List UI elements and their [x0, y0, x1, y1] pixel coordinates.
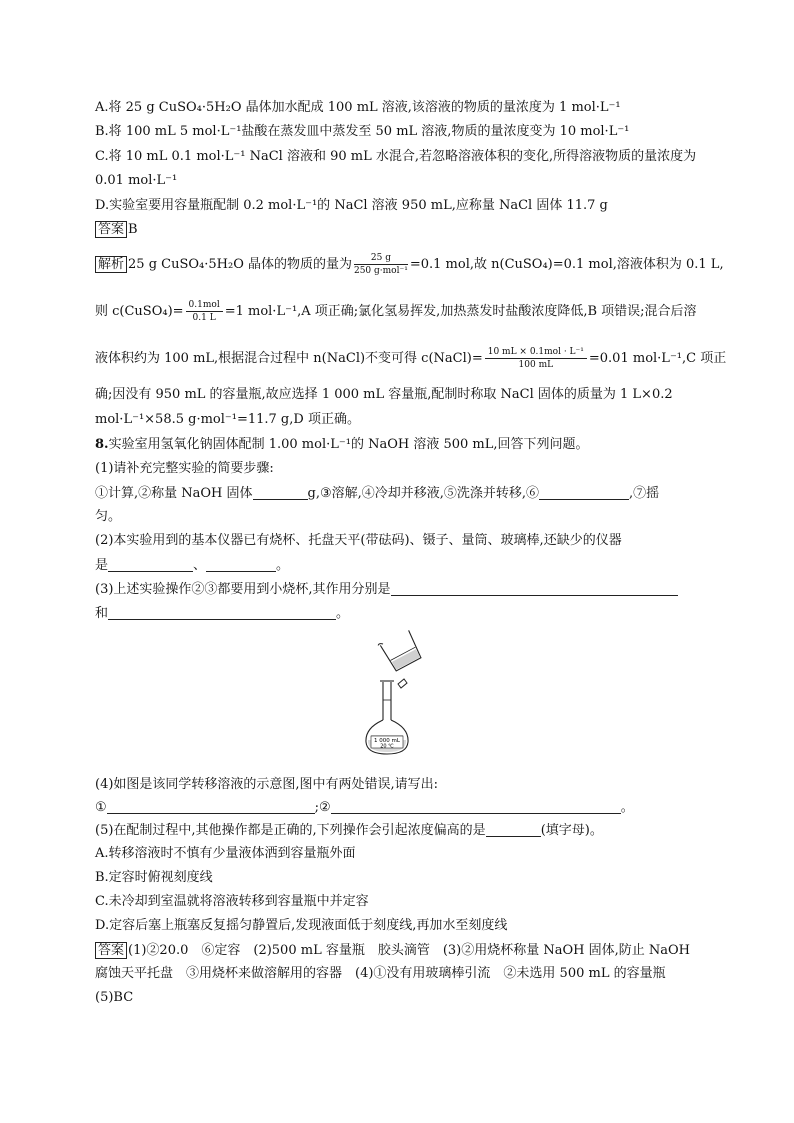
q8-part5: (5)在配制过程中,其他操作都是正确的,下列操作会引起浓度偏高的是 (填字母)。 [95, 823, 603, 838]
analysis-line5: mol·L⁻¹×58.5 g·mol⁻¹=11.7 g,D 项正确。 [95, 412, 360, 427]
analysis-line4: 确;因没有 950 mL 的容量瓶,故应选择 1 000 mL 容量瓶,配制时称取 NaCl 固体的质量为 1 L×0.2 [95, 387, 673, 402]
stopper-icon [398, 679, 407, 688]
q8-part2-blanks: 是 、 。 [95, 558, 290, 573]
blank-mass[interactable] [253, 485, 308, 500]
answer-2-line3: (5)BC [95, 990, 134, 1005]
option-b: B.将 100 mL 5 mol·L⁻¹盐酸在蒸发皿中蒸发至 50 mL 溶液,物质的量浓度变为 10 mol·L⁻¹ [95, 124, 630, 139]
answer-tag: 答案 [95, 221, 127, 238]
q8-part1-end: 匀。 [95, 509, 122, 524]
q8-option-c: C.未冷却到室温就将溶液转移到容量瓶中并定容 [95, 894, 369, 909]
flask-volume-label: 1 000 mL [374, 738, 400, 744]
transfer-diagram [362, 630, 432, 760]
blank-purpose2[interactable] [108, 605, 336, 620]
blank-instrument2[interactable] [206, 557, 276, 572]
option-a: A.将 25 g CuSO₄·5H₂O 晶体加水配成 100 mL 溶液,该溶液的物质的量浓度为 1 mol·L⁻¹ [95, 100, 621, 115]
q8-option-a: A.转移溶液时不慎有少量液体洒到容量瓶外面 [95, 846, 356, 861]
fraction-conc: $\frac{\text{0.1mol}}{0.1 L}$ [186, 300, 223, 323]
blank-step6[interactable] [539, 485, 629, 500]
blank-error2[interactable] [331, 799, 621, 814]
q8-part1-steps: ①计算,②称量 NaOH 固体 g,③溶解,④冷却并移液,⑤洗涤并转移,⑥ ,⑦摇 [95, 486, 660, 501]
blank-purpose1[interactable] [391, 581, 678, 596]
analysis-tag: 解析 [95, 256, 127, 273]
answer-2-line2: 腐蚀天平托盘 ③用烧杯来做溶解用的容器 (4)①没有用玻璃棒引流 ②未选用 500 mL 的容量瓶 [95, 966, 666, 981]
answer-2-line1: 答案 (1)②20.0 ⑥定容 (2)500 mL 容量瓶 胶头滴管 (3)②用烧杯称量 NaOH 固体,防止 NaOH [95, 942, 690, 959]
question-number: 8. [95, 437, 109, 452]
blank-error1[interactable] [107, 799, 315, 814]
option-c-line1: C.将 10 mL 0.1 mol·L⁻¹ NaCl 溶液和 90 mL 水混合,若忽略溶液体积的变化,所得溶液物质的量浓度为 [95, 149, 697, 164]
blank-instrument1[interactable] [108, 557, 193, 572]
answer-1 [95, 221, 138, 238]
q8-part3: (3)上述实验操作②③都要用到小烧杯,其作用分别是 [95, 581, 678, 598]
q8-part1: (1)请补充完整实验的简要步骤: [95, 461, 274, 476]
flask-temp-label: 20 ℃ [380, 743, 394, 750]
flask-figure [362, 630, 432, 760]
analysis-line2: 则 c(CuSO₄)= $\frac{\text{0.1mol}}{0.1 L}$ =1 mol·L⁻¹,A 项正确;氯化氢易挥发,加热蒸发时盐酸浓度降低,B 项错误;混合后溶 [95, 300, 697, 323]
analysis-line3: 液体积约为 100 mL,根据混合过程中 n(NaCl)不变可得 c(NaCl)= $\frac{\text{10 mL × 0.1mol · L⁻¹}}{100 mL}$ =0.01 mol·L⁻¹,C 项正 [95, 347, 727, 370]
q8-part4-blanks: ① ;② 。 [95, 800, 634, 815]
fraction-nacl: $\frac{\text{10 mL × 0.1mol · L⁻¹}}{100 mL}$ [485, 347, 587, 370]
answer-1-value: B [128, 222, 138, 237]
option-d: D.实验室要用容量瓶配制 0.2 mol·L⁻¹的 NaCl 溶液 950 mL,应称量 NaCl 固体 11.7 g [95, 198, 608, 213]
q8-option-b: B.定容时俯视刻度线 [95, 870, 213, 885]
beaker-icon [378, 630, 423, 673]
blank-choice[interactable] [486, 822, 541, 837]
q8-part4: (4)如图是该同学转移溶液的示意图,图中有两处错误,请写出: [95, 777, 439, 792]
q8-option-d: D.定容后塞上瓶塞反复摇匀静置后,发现液面低于刻度线,再加水至刻度线 [95, 918, 508, 933]
question-8: 8.实验室用氢氧化钠固体配制 1.00 mol·L⁻¹的 NaOH 溶液 500 mL,回答下列问题。 [95, 437, 589, 452]
fraction-mass: $\frac{25 g}{\text{250 g·mol⁻¹}}$ [353, 253, 408, 276]
option-c-line2: 0.01 mol·L⁻¹ [95, 173, 178, 188]
q8-part2: (2)本实验用到的基本仪器已有烧杯、托盘天平(带砝码)、镊子、量筒、玻璃棒,还缺少的仪器 [95, 533, 622, 548]
answer-tag-2: 答案 [95, 942, 127, 959]
q8-part3-cont: 和 。 [95, 606, 350, 621]
analysis-line1: 解析 25 g CuSO₄·5H₂O 晶体的物质的量为 $\frac{25 g}{\text{250 g·mol⁻¹}}$ =0.1 mol,故 n(CuSO₄)=0.1 mol,溶液体积为 0.1 L, [95, 253, 724, 276]
